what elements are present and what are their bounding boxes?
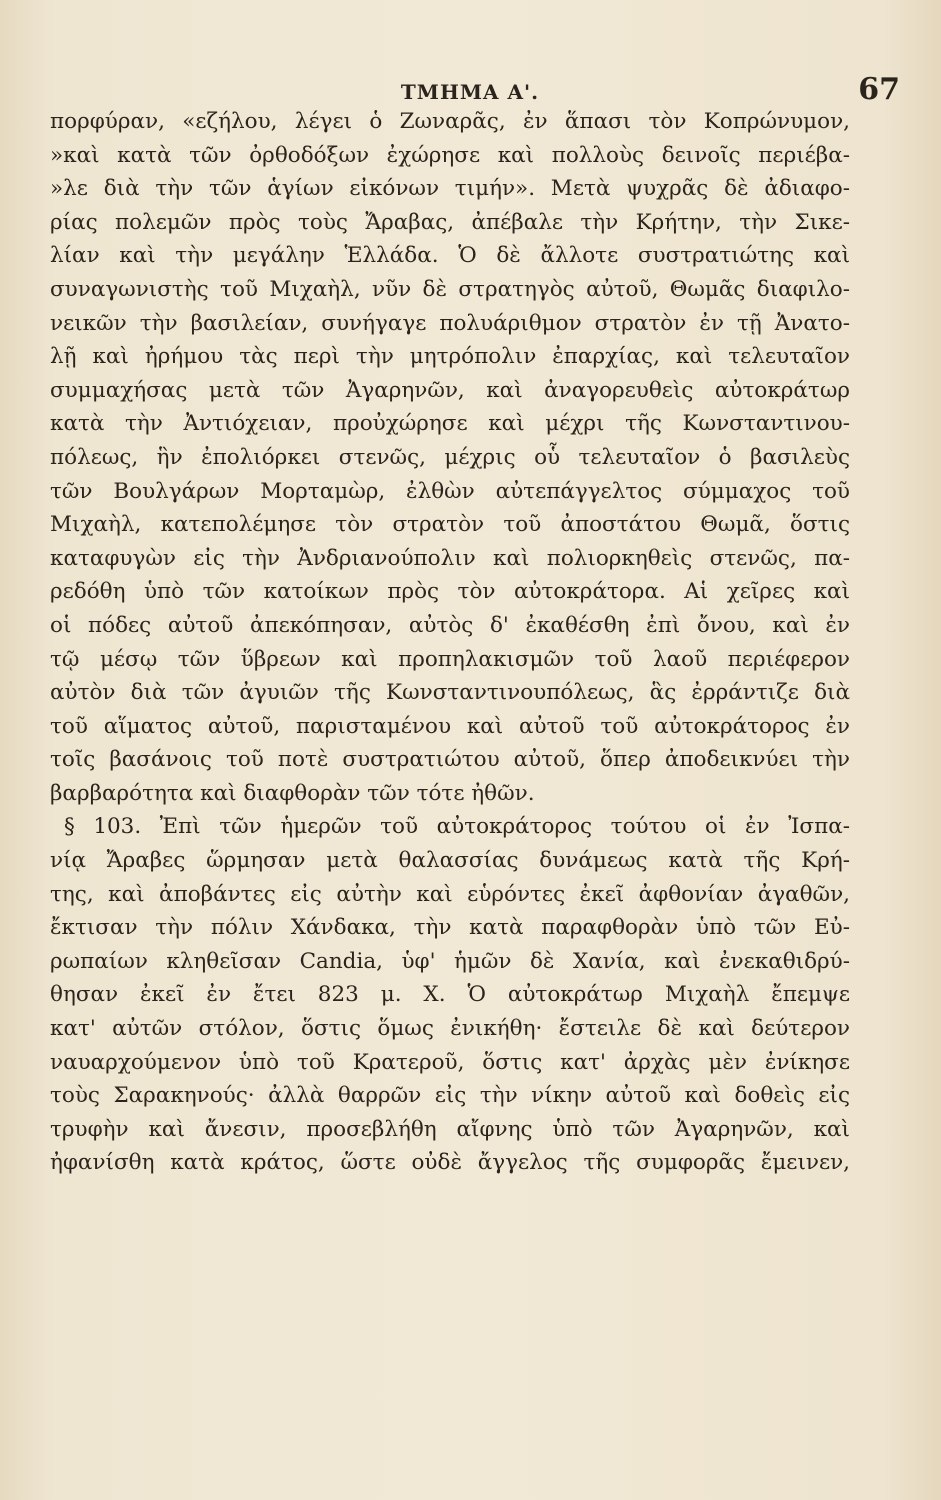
text-line: ἔκτισαν τὴν πόλιν Χάνδακα, τὴν κατὰ παραφθορὰν ὑπὸ τῶν Εὐ- [50, 915, 850, 941]
text-line: λίαν καὶ τὴν μεγάλην Ἑλλάδα. Ὁ δὲ ἄλλοτε συστρατιώτης καὶ [50, 243, 850, 269]
text-line: αὐτὸν διὰ τῶν ἀγυιῶν τῆς Κωνσταντινουπόλεως, ἃς ἐρράντιζε διὰ [50, 680, 850, 706]
text-line: πορφύραν, «εζήλου, λέγει ὁ Ζωναρᾶς, ἐν ἅπασι τὸν Κοπρώνυμον, [50, 109, 850, 134]
text-line: συμμαχήσας μετὰ τῶν Ἀγαρηνῶν, καὶ ἀναγορευθεὶς αὐτοκράτωρ [50, 377, 850, 403]
text-line: της, καὶ ἀποβάντες εἰς αὐτὴν καὶ εὑρόντες ἐκεῖ ἀφθονίαν ἀγαθῶν, [50, 881, 850, 907]
text-body [50, 105, 850, 1180]
text-line: τοὺς Σαρακηνούς· ἀλλὰ θαρρῶν εἰς τὴν νίκην αὐτοῦ καὶ δοθεὶς εἰς [50, 1083, 850, 1109]
text-line: ναυαρχούμενον ὑπὸ τοῦ Κρατεροῦ, ὅστις κατ' ἀρχὰς μὲν ἐνίκησε [50, 1049, 850, 1075]
text-line: »λε διὰ τὴν τῶν ἁγίων εἰκόνων τιμήν». Μετὰ ψυχρᾶς δὲ ἀδιαφο- [50, 176, 850, 202]
text-line: κατὰ τὴν Ἀντιόχειαν, προὐχώρησε καὶ μέχρι τῆς Κωνσταντινου- [50, 411, 850, 437]
page-number: 67 [858, 72, 900, 107]
section-heading-line: § 103. Ἐπὶ τῶν ἡμερῶν τοῦ αὐτοκράτορος τούτου οἱ ἐν Ἰσπα- [64, 814, 850, 840]
text-line: ρίας πολεμῶν πρὸς τοὺς Ἄραβας, ἀπέβαλε τὴν Κρήτην, τὴν Σικε- [50, 209, 850, 235]
text-line: θησαν ἐκεῖ ἐν ἔτει 823 μ. Χ. Ὁ αὐτοκράτωρ Μιχαὴλ ἔπεμψε [50, 982, 850, 1008]
text-line: νεικῶν τὴν βασιλείαν, συνήγαγε πολυάριθμον στρατὸν ἐν τῇ Ἀνατο- [50, 310, 850, 336]
text-line: οἱ πόδες αὐτοῦ ἀπεκόπησαν, αὐτὸς δ' ἐκαθέσθη ἐπὶ ὄνου, καὶ ἐν [50, 612, 850, 638]
text-line: πόλεως, ἣν ἐπολιόρκει στενῶς, μέχρις οὗ τελευταῖον ὁ βασιλεὺς [50, 444, 850, 470]
text-line: βαρβαρότητα καὶ διαφθορὰν τῶν τότε ἠθῶν. [50, 780, 535, 806]
running-head: ΤΜΗΜΑ Α'. [400, 80, 540, 104]
text-line: τοῖς βασάνοις τοῦ ποτὲ συστρατιώτου αὐτοῦ, ὅπερ ἀποδεικνύει τὴν [50, 747, 850, 773]
text-line: ρωπαίων κληθεῖσαν Candia, ὑφ' ἡμῶν δὲ Χανία, καὶ ἐνεκαθιδρύ- [50, 948, 850, 974]
text-line: νίᾳ Ἄραβες ὥρμησαν μετὰ θαλασσίας δυνάμεως κατὰ τῆς Κρή- [50, 848, 850, 874]
text-line: τρυφὴν καὶ ἄνεσιν, προσεβλήθη αἴφνης ὑπὸ τῶν Ἀγαρηνῶν, καὶ [50, 1116, 850, 1142]
text-line: κατ' αὐτῶν στόλον, ὅστις ὅμως ἐνικήθη· ἔστειλε δὲ καὶ δεύτερον [50, 1016, 850, 1042]
text-line: ρεδόθη ὑπὸ τῶν κατοίκων πρὸς τὸν αὐτοκράτορα. Αἱ χεῖρες καὶ [50, 579, 850, 605]
text-line: καταφυγὼν εἰς τὴν Ἀνδριανούπολιν καὶ πολιορκηθεὶς στενῶς, πα- [50, 545, 850, 571]
text-line: λῇ καὶ ἠρήμου τὰς περὶ τὴν μητρόπολιν ἐπαρχίας, καὶ τελευταῖον [50, 344, 850, 370]
text-line: συναγωνιστὴς τοῦ Μιχαὴλ, νῦν δὲ στρατηγὸς αὐτοῦ, Θωμᾶς διαφιλο- [50, 276, 850, 302]
text-line: ἠφανίσθη κατὰ κράτος, ὥστε οὐδὲ ἄγγελος τῆς συμφορᾶς ἔμεινεν, [50, 1150, 850, 1176]
text-line: τῷ μέσῳ τῶν ὕβρεων καὶ προπηλακισμῶν τοῦ λαοῦ περιέφερον [50, 646, 850, 672]
text-line: τοῦ αἵματος αὐτοῦ, παρισταμένου καὶ αὐτοῦ τοῦ αὐτοκράτορος ἐν [50, 713, 850, 739]
text-line: Μιχαὴλ, κατεπολέμησε τὸν στρατὸν τοῦ ἀποστάτου Θωμᾶ, ὅστις [50, 512, 850, 538]
text-line: »καὶ κατὰ τῶν ὀρθοδόξων ἐχώρησε καὶ πολλοὺς δεινοῖς περιέβα- [50, 142, 850, 168]
text-line: τῶν Βουλγάρων Μορταμὼρ, ἐλθὼν αὐτεπάγγελτος σύμμαχος τοῦ [50, 478, 850, 504]
